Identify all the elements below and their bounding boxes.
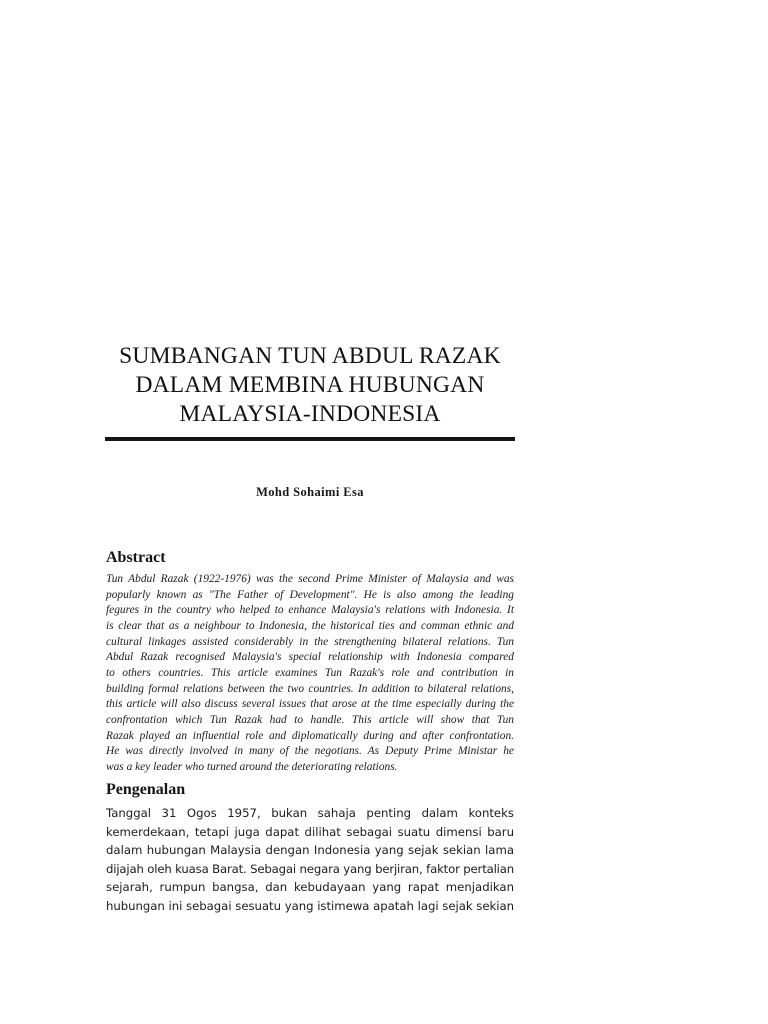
abstract-line: popularly known as "The Father of Development". He is also among the leading <box>106 588 514 601</box>
abstract-line: is clear that as a neighbour to Indonesia, the historical ties and comman ethnic and <box>106 619 514 632</box>
author-name: Mohd Sohaimi Esa <box>256 485 364 499</box>
abstract-line: building formal relations between the two countries. In addition to bilateral relations, <box>106 682 514 695</box>
abstract-line: this article will also discuss several issues that arose at the time especially during the <box>106 698 514 711</box>
abstract-line: Tun Abdul Razak (1922-1976) was the second Prime Minister of Malaysia and was <box>106 573 514 585</box>
abstract-heading: Abstract <box>106 549 166 566</box>
abstract-line: He was directly involved in many of the negotians. As Deputy Prime Ministar he <box>106 745 514 758</box>
introduction-line: Tanggal 31 Ogos 1957, bukan sahaja penting dalam konteks <box>106 806 514 820</box>
abstract-line: fegures in the country who helped to enhance Malaysia's relations with Indonesia. It <box>106 604 514 617</box>
abstract-line: Razak played an influential role and diplomatically during and after confrontation. <box>106 729 514 742</box>
title-divider <box>105 437 515 441</box>
title-line: DALAM MEMBINA HUBUNGAN <box>135 372 485 398</box>
title-line: SUMBANGAN TUN ABDUL RAZAK <box>119 343 501 369</box>
abstract-line: Abdul Razak recognised Malaysia's special relationship with Indonesia compared <box>106 651 514 664</box>
introduction-heading: Pengenalan <box>106 781 186 798</box>
article-title <box>105 342 515 429</box>
abstract-line: cultural linkages assisted considerably in the strengthening bilateral relations. Tun <box>106 635 514 648</box>
abstract-line: was a key leader who turned around the deteriorating relations. <box>106 760 398 773</box>
introduction-line: sejarah, rumpun bangsa, dan kebudayaan yang rapat menjadikan <box>106 880 514 895</box>
introduction-line: dijajah oleh kuasa Barat. Sebagai negara yang berjiran, faktor pertalian <box>106 861 514 876</box>
introduction-line: kemerdekaan, tetapi juga dapat dilihat sebagai suatu dimensi baru <box>106 824 514 839</box>
introduction-text <box>106 804 514 916</box>
abstract-line: to others countries. This article examines Tun Razak's role and contribution in <box>106 666 514 679</box>
introduction-line: hubungan ini sebagai sesuatu yang istimewa apatah lagi sejak sekian <box>106 898 514 913</box>
abstract-text <box>106 572 514 776</box>
abstract-line: confrontation which Tun Razak had to handle. This article will show that Tun <box>106 713 514 726</box>
introduction-line: dalam hubungan Malaysia dengan Indonesia yang sejak sekian lama <box>106 843 514 858</box>
title-line: MALAYSIA-INDONESIA <box>179 401 441 427</box>
